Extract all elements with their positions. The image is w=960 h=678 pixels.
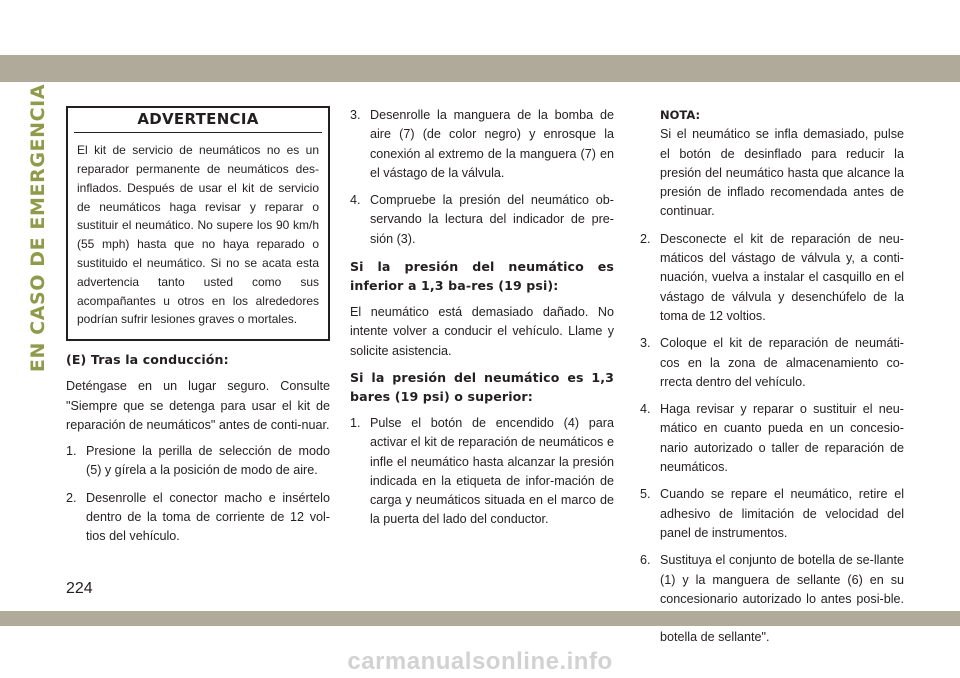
ok-pressure-heading: Si la presión del neumático es 1,3 bares (19 psi) o superior: (350, 369, 614, 404)
step-text: Pulse el botón de encendido (4) para activar el kit de reparación de neumáticos e infle el neumático hasta alcanzar la presión indicada en la etiqueta de infor-mación de carga y neumáticos situada en el marco de la puerta del lado del conductor. (370, 415, 614, 527)
step-text: Compruebe la presión del neumático ob-servando la lectura del indicador de pre-sión (3). (370, 193, 614, 246)
section-e-heading: (E) Tras la conducción: (66, 352, 229, 368)
step-number: 2. (640, 231, 651, 246)
step-text: Desenrolle el conector macho e insértelo dentro de la toma de corriente de 12 vol-tios del vehículo. (86, 490, 330, 544)
step-number: 1. (350, 415, 361, 430)
column-1 (66, 106, 330, 555)
list-item (66, 442, 330, 481)
warning-text: El kit de servicio de neumáticos no es un reparador permanente de neumáticos des-inflados. Después de usar el kit de servicio de neumáticos haga revisar y reparar o sustituir el neumático. No supere los 90 km/h (55 mph) hasta que no haya reparado o sustituido el neumático. Si no se acata esta advertencia tanto usted como sus acompañantes u otros en los alrededores podrían sufrir lesiones graves o mortales. (77, 143, 319, 327)
low-pressure-text: El neumático está demasiado dañado. No intente volver a conducir el vehículo. Llame y solicite asistencia. (350, 305, 614, 358)
step-text: Desconecte el kit de reparación de neu-máticos del vástago de válvula y, a conti-nuación, vuelva a instalar el casquillo en el vástago de válvula y desenchúfelo de la toma de 12 voltios. (660, 231, 904, 323)
list-item (350, 414, 614, 530)
list-item (640, 551, 904, 647)
step-text: Desenrolle la manguera de la bomba de aire (7) (de color negro) y enrosque la conexión al extremo de la manguera (7) en el vástago de la válvula. (370, 108, 614, 180)
footer-band (0, 611, 960, 626)
warning-box (66, 106, 330, 341)
step-text: Coloque el kit de reparación de neumáti-cos en la zona de almacenamiento co-rrecta dentro del vehículo. (660, 336, 904, 389)
step-text: Sustituya el conjunto de botella de se-llante (1) y la manguera de sellante (6) en su concesionario autorizado lo antes posi-ble. botella de sellante". (660, 553, 904, 645)
step-number: 2. (66, 490, 77, 505)
step-number: 4. (350, 193, 361, 208)
step-number: 1. (66, 444, 77, 459)
section-side-title (26, 83, 50, 373)
list-item (350, 191, 614, 249)
column-2 (350, 106, 614, 538)
step-number: 5. (640, 487, 651, 502)
step-text: Cuando se repare el neumático, retire el adhesivo de limitación de velocidad del panel de instrumentos. (660, 487, 904, 540)
section-e-intro: Deténgase en un lugar seguro. Consulte "Siempre que se detenga para usar el kit de reparación de neumáticos" antes de conti-nuar. (66, 379, 330, 432)
note-text: Si el neumático se infla demasiado, pulse el botón de desinflado para reducir la presión del neumático hasta que alcance la presión de inflado recomendada antes de continuar. (660, 127, 904, 219)
side-title-text: EN CASO DE EMERGENCIA (27, 83, 49, 373)
step-number: 6. (640, 553, 651, 568)
list-item (640, 230, 904, 326)
list-item (640, 334, 904, 392)
column-3 (640, 106, 904, 656)
list-item (640, 485, 904, 543)
list-item (640, 400, 904, 477)
list-item (66, 489, 330, 547)
warning-heading: ADVERTENCIA (74, 108, 322, 133)
step-text: Haga revisar y reparar o sustituir el neu-mático en cuanto pueda en un concesio-nario autorizado o taller de reparación de neumáticos. (660, 402, 904, 475)
step-number: 3. (350, 108, 361, 122)
watermark: carmanualsonline.info (347, 648, 613, 675)
page-number: 224 (66, 580, 93, 597)
note-heading: NOTA: (660, 108, 701, 122)
step-number: 3. (640, 336, 651, 351)
step-number: 4. (640, 402, 651, 417)
header-band (0, 55, 960, 82)
low-pressure-heading: Si la presión del neumático es inferior a 1,3 ba-res (19 psi): (350, 259, 614, 294)
step-text: Presione la perilla de selección de modo (5) y gírela a la posición de modo de aire. (86, 444, 330, 478)
list-item (350, 106, 614, 183)
